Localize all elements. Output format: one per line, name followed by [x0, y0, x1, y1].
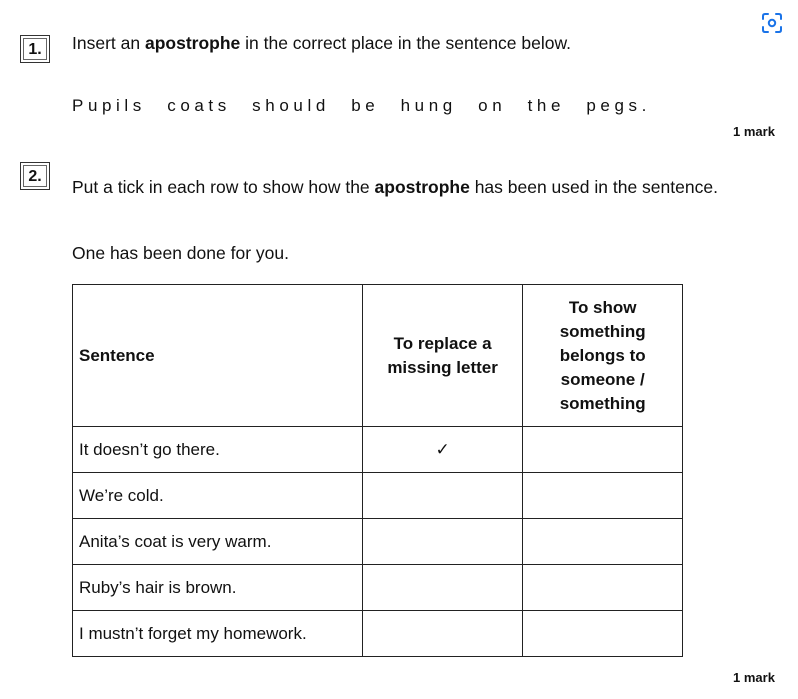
row-sentence: Ruby’s hair is brown. — [73, 565, 363, 611]
header-belongs-line-2: something — [559, 321, 646, 341]
q2-instruction-bold: apostrophe — [374, 177, 470, 197]
row-sentence: I mustn’t forget my homework. — [73, 611, 363, 657]
header-belongs-line-4: someone / — [560, 369, 645, 389]
question-1-instruction — [72, 31, 571, 55]
header-sentence: Sentence — [73, 285, 363, 427]
row-sentence: Anita’s coat is very warm. — [73, 519, 363, 565]
row-belongs-tick-cell[interactable] — [523, 611, 683, 657]
question-1-mark: 1 mark — [733, 124, 775, 139]
row-missing-tick-cell[interactable] — [362, 611, 523, 657]
row-sentence: It doesn’t go there. — [73, 427, 363, 473]
q1-instruction-prefix: Insert an — [72, 33, 145, 53]
header-belongs-line-5: something — [559, 393, 646, 413]
question-2-instruction — [72, 175, 732, 200]
table-row — [73, 427, 683, 473]
row-belongs-tick-cell[interactable] — [523, 519, 683, 565]
row-missing-tick-cell[interactable]: ✓ — [362, 427, 523, 473]
question-2-mark: 1 mark — [733, 670, 775, 685]
row-missing-tick-cell[interactable] — [362, 565, 523, 611]
q1-instruction-bold: apostrophe — [144, 33, 241, 53]
header-belongs-line-3: belongs to — [559, 345, 646, 365]
row-belongs-tick-cell[interactable] — [523, 565, 683, 611]
row-sentence: We’re cold. — [73, 473, 363, 519]
header-missing-line-2: missing letter — [387, 357, 498, 377]
question-1-number: 1. — [20, 35, 50, 63]
question-2-number: 2. — [20, 162, 50, 190]
row-missing-tick-cell[interactable] — [362, 519, 523, 565]
table-row — [73, 519, 683, 565]
table-header-row — [73, 285, 683, 427]
apostrophe-table — [72, 284, 683, 657]
header-missing-line-1: To replace a — [393, 333, 492, 353]
table-row — [73, 611, 683, 657]
question-2-example-note: One has been done for you. — [72, 243, 289, 263]
row-missing-tick-cell[interactable] — [362, 473, 523, 519]
header-missing-letter — [362, 285, 523, 427]
question-1-sentence: Pupils coats should be hung on the pegs. — [72, 96, 651, 115]
table-row — [73, 473, 683, 519]
row-belongs-tick-cell[interactable] — [523, 473, 683, 519]
q2-instruction-prefix: Put a tick in each row to show how the — [72, 177, 375, 197]
row-belongs-tick-cell[interactable] — [523, 427, 683, 473]
q1-instruction-suffix: in the correct place in the sentence below. — [240, 33, 572, 53]
header-belongs-to — [523, 285, 683, 427]
header-belongs-line-1: To show — [568, 297, 637, 317]
scan-lens-icon[interactable] — [761, 12, 783, 34]
table-row — [73, 565, 683, 611]
q2-instruction-suffix: has been used in the sentence. — [469, 177, 718, 197]
